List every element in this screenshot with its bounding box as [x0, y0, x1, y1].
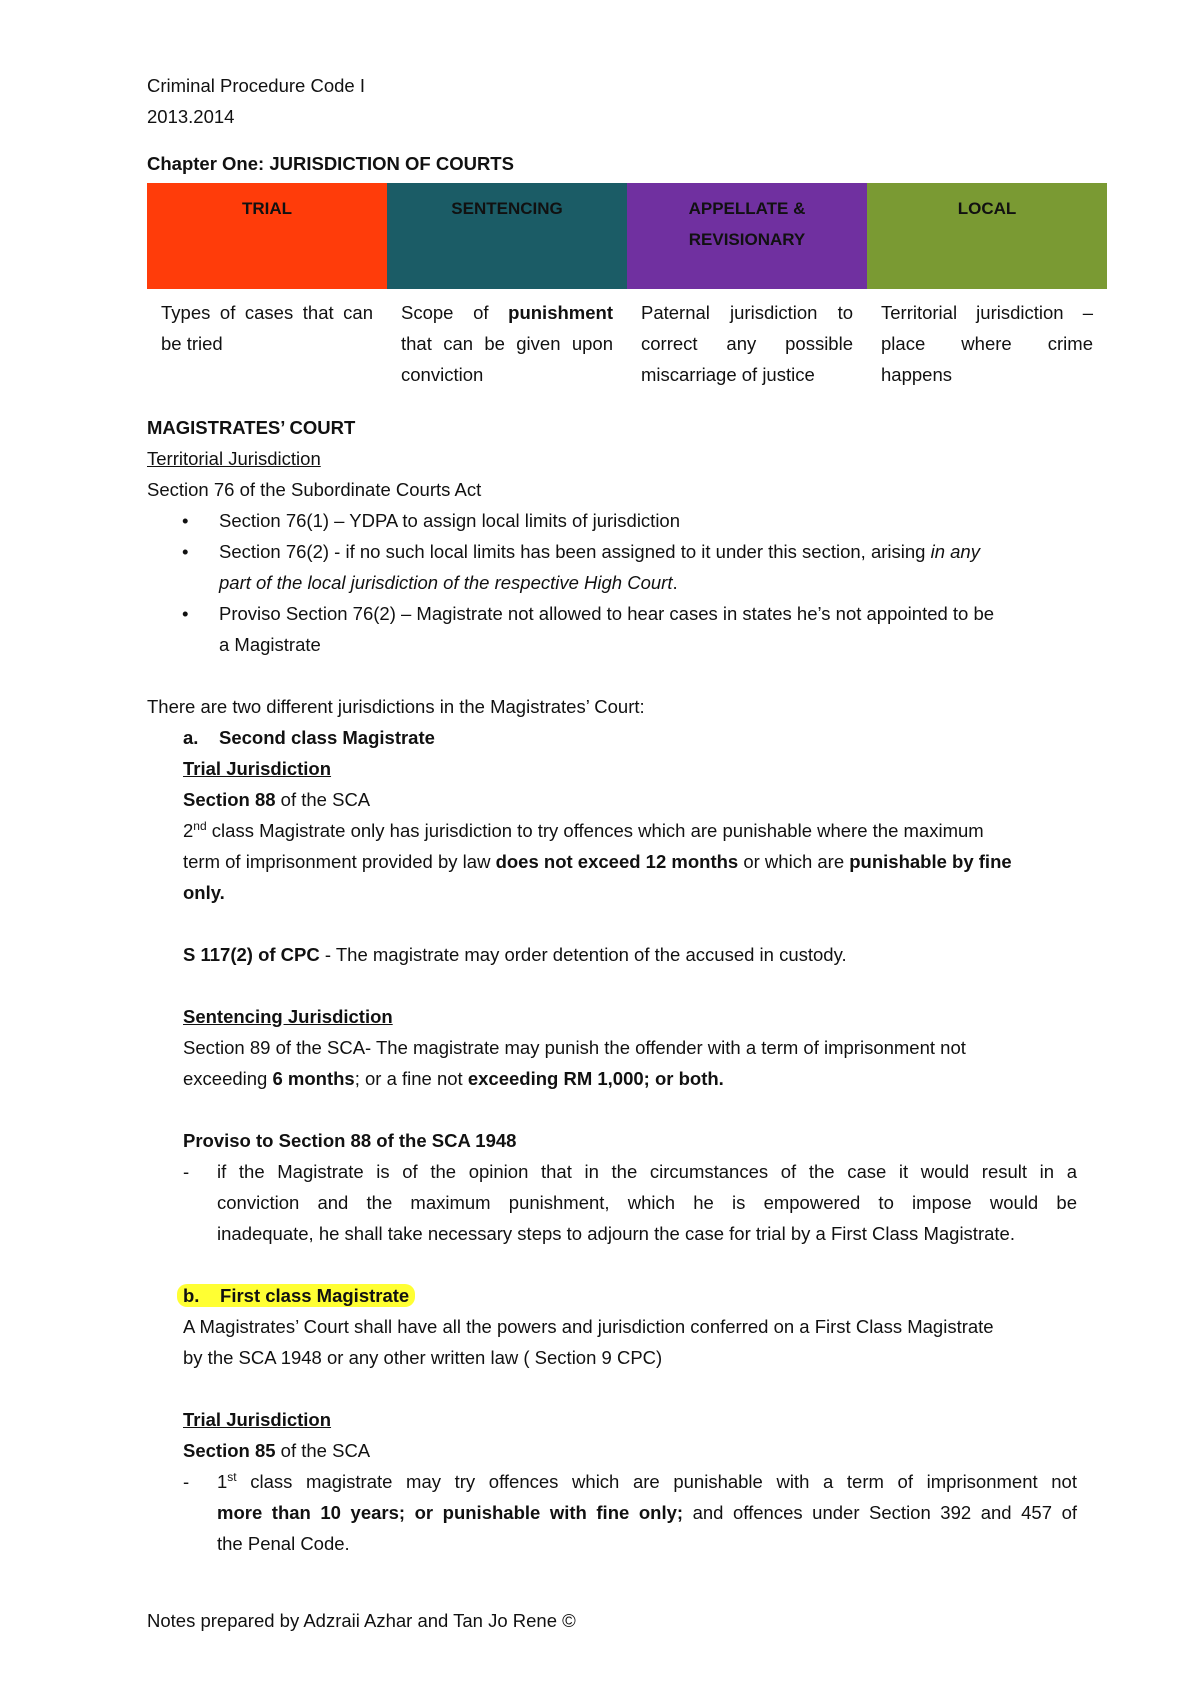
list-item: • Section 76(2) - if no such local limits has been assigned to it under this section, arising in any part of the local jurisdiction of the respective High Court. — [219, 536, 1077, 598]
page-footer: Notes prepared by Adzraii Azhar and Tan Jo Rene © — [147, 1610, 576, 1631]
col-sentencing-desc: Scope of punishment that can be given upon conviction — [401, 302, 613, 385]
section-88-ref: Section 88 of the SCA — [183, 789, 371, 810]
highlight-marker: b. First class Magistrate — [177, 1284, 415, 1307]
jurisdiction-table — [147, 183, 1107, 390]
document-page: Criminal Procedure Code I 2013.2014 Chapter One: JURISDICTION OF COURTS TRIAL SENTENCING APPELLATE & REVISIONARY LOCAL Types of cases that can be tried Scope of punishment that can be given upon conviction Paternal jurisdiction to correct any possible miscarriage of justice Territorial jurisdiction – place where crime happens MAGISTRATES’ COURT Territorial Jurisdiction Section 76 of the Subordinate Courts Act • Section 76(1) – YDPA to assign local limits of jurisdiction • Section 76(2) - if no such local limits has been assigned to it under this section, arising in any part of the local jurisdiction of the respective High Court. • Proviso Section 76(2) – Magistrate not allowed to hear cases in states he’s not appointed to be a Magistrate There are two different jurisdictions in the Magistrates’ Court: a. Second class Magistrate Trial Jurisdiction Section 88 of the SCA 2nd class Magistrate only has jurisdiction to try offences which are punishable where the maximum term of imprisonment provided by law does not exceed 12 months or which are punishable by fine only. S 117(2) of CPC - The magistrate may order detention of the accused in custody. Sentencing Jurisdiction Section 89 of the SCA- The magistrate may punish the offender with a term of imprisonment not exceeding 6 months; or a fine not exceeding RM 1,000; or both. Proviso to Section 88 of the SCA 1948 - if the Magistrate is of the opinion that in the circumstances of the case it would result in a conviction and the maximum punishment, which he is empowered to impose would be inadequate, he shall take necessary steps to adjourn the case for trial by a First Class Magistrate. b. First class Magistrate A Magistrates’ Court shall have all the powers and jurisdiction conferred on a First Class Magistrate by the SCA 1948 or any other written law ( Section 9 CPC) Trial Jurisdiction Section 85 of the SCA - 1st class magistrate may try offences which are punishable with a term of imprisonment not more than 10 years; or punishable with fine only; and offences under Section 392 and 457 of the Penal Code. — [147, 70, 1077, 1559]
section-89-text: Section 89 of the SCA- The magistrate may punish the offender with a term of imprisonment not — [183, 1037, 966, 1058]
subheading-trial-jurisdiction: Trial Jurisdiction — [183, 758, 332, 779]
col-sentencing-header: SENTENCING — [387, 183, 627, 289]
section-85-ref: Section 85 of the SCA — [183, 1440, 371, 1461]
course-title: Criminal Procedure Code I — [147, 75, 365, 96]
list-item: • Proviso Section 76(2) – Magistrate not allowed to hear cases in states he’s not appointed to be a Magistrate — [219, 598, 1077, 660]
bullet-icon: • — [182, 541, 189, 562]
col-appellate-desc: Paternal jurisdiction to correct any possible miscarriage of justice — [641, 302, 853, 385]
chapter-heading: Chapter One: JURISDICTION OF COURTS — [147, 153, 514, 174]
section-76-bullets — [147, 505, 1077, 660]
col-trial-header: TRIAL — [147, 183, 387, 289]
proviso-88-heading: Proviso to Section 88 of the SCA 1948 — [183, 1130, 517, 1151]
first-class-text: A Magistrates’ Court shall have all the powers and jurisdiction conferred on a First Class Magistrate — [183, 1316, 994, 1337]
list-item: - 1st class magistrate may try offences which are punishable with a term of imprisonment not more than 10 years; or punishable with fine only; and offences under Section 392 and 457 of the Penal Code. — [147, 1466, 1077, 1559]
section-117-text: S 117(2) of CPC - The magistrate may order detention of the accused in custody. — [183, 944, 847, 965]
second-class-text: 2nd class Magistrate only has jurisdiction to try offences which are punishable where the maximum — [183, 818, 984, 841]
subheading-sentencing-jurisdiction: Sentencing Jurisdiction — [183, 1006, 393, 1027]
bullet-icon: • — [182, 510, 189, 531]
subheading-territorial: Territorial Jurisdiction — [147, 448, 321, 469]
item-a-heading: a. Second class Magistrate — [183, 727, 435, 748]
section-76-text: Section 76 of the Subordinate Courts Act — [147, 479, 482, 500]
section-heading-magistrates: MAGISTRATES’ COURT — [147, 417, 356, 438]
bullet-icon: • — [182, 603, 189, 624]
dash-icon: - — [183, 1471, 190, 1492]
academic-year: 2013.2014 — [147, 106, 235, 127]
col-local-header: LOCAL — [867, 183, 1107, 289]
subheading-trial-jurisdiction-2: Trial Jurisdiction — [183, 1409, 332, 1430]
col-trial-desc: Types of cases that can be tried — [161, 302, 373, 354]
col-appellate-header: APPELLATE & REVISIONARY — [627, 183, 867, 289]
col-local-desc: Territorial jurisdiction – place where crime happens — [881, 302, 1093, 385]
list-item: • Section 76(1) – YDPA to assign local limits of jurisdiction — [219, 505, 1077, 536]
dash-icon: - — [183, 1161, 190, 1182]
item-b-heading — [147, 1280, 1077, 1311]
list-item: - if the Magistrate is of the opinion that in the circumstances of the case it would result in a conviction and the maximum punishment, which he is empowered to impose would be inadequate, he shall take necessary steps to adjourn the case for trial by a First Class Magistrate. — [147, 1156, 1077, 1249]
two-jurisdictions-intro: There are two different jurisdictions in the Magistrates’ Court: — [147, 696, 645, 717]
